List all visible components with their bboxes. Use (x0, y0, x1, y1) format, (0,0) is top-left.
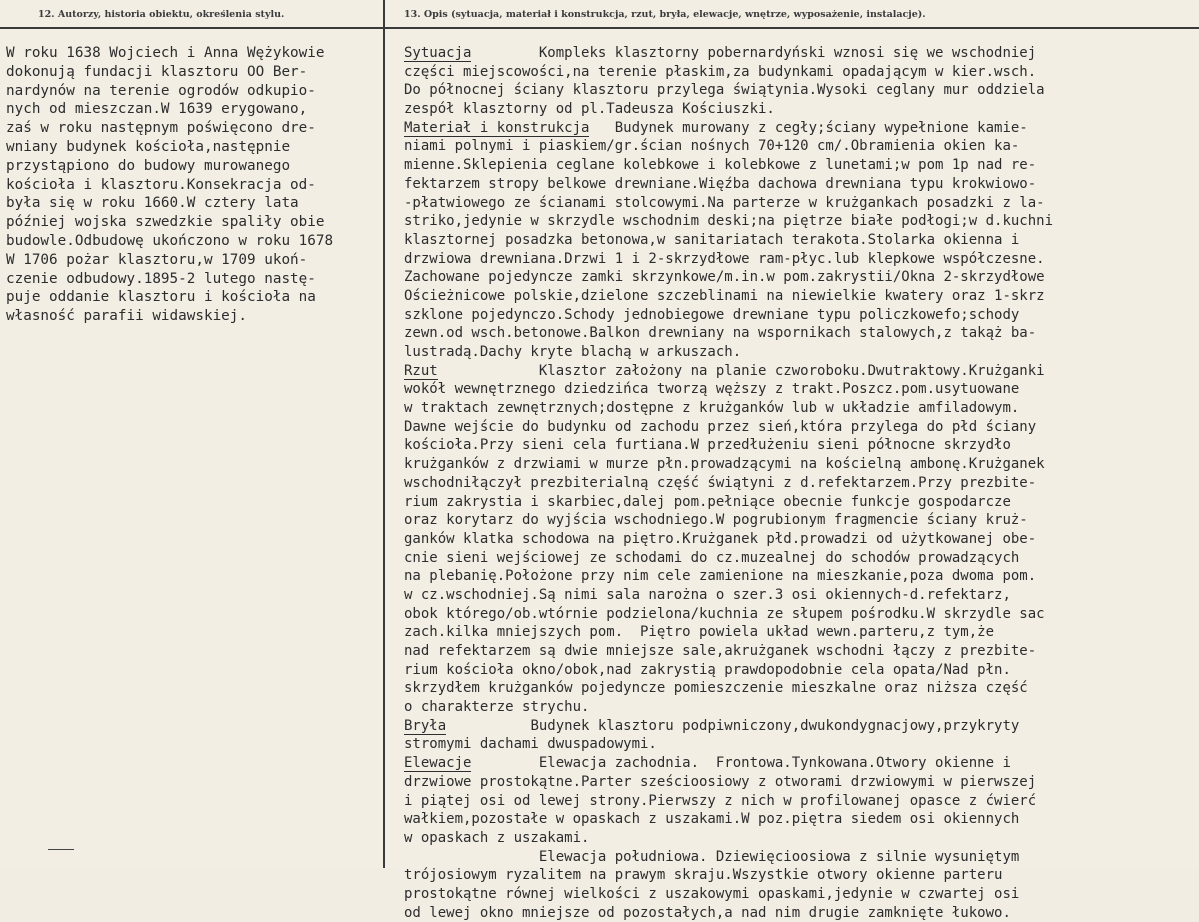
description-line (404, 44, 1199, 63)
description-line (404, 698, 1199, 717)
line-text: i piątej osi od lewej strony.Pierwszy z nich w profilowanej opasce z ćwierć (404, 792, 1037, 809)
description-line (404, 754, 1199, 773)
line-text: fektarzem stropy belkowe drewniane.Więźba dachowa drewniana typu krokwiowo- (404, 175, 1037, 192)
description-line (404, 418, 1199, 437)
line-text: -płatwiowego ze ścianami stolcowymi.Na parterze w krużgankach posadzki z la- (404, 194, 1045, 211)
line-text: krużganków z drzwiami w murze płn.prowadzącymi na kościelną ambonę.Krużganek (404, 456, 1045, 473)
line-text: Do północnej ściany klasztoru przylega świątynia.Wysoki ceglany mur oddziela (404, 82, 1045, 99)
history-text (6, 44, 383, 324)
line-text: cnie sieni wejściowej ze schodami do cz.muzealnej do schodów prowadzących (404, 549, 1020, 566)
description-line (404, 605, 1199, 624)
description-line (404, 156, 1199, 175)
line-text: rium zakrystia i skarbiec,dalej pom.pełniące obecnie funkcje gospodarcze (404, 493, 1011, 510)
line-text: wałkiem,pozostałe w opaskach z uszakami.W poz.piętra siedem osi okiennych (404, 811, 1020, 828)
description-line (404, 250, 1199, 269)
history-line: W roku 1638 Wojciech i Anna Wężykowie (6, 45, 325, 61)
history-line: czenie odbudowy.1895-2 lutego nastę- (6, 270, 316, 287)
header-rule (0, 27, 1199, 29)
bottom-mark (48, 849, 74, 850)
description-line (404, 679, 1199, 698)
line-text: Zachowane pojedyncze zamki skrzynkowe/m.in.w pom.zakrystii/Okna 2-skrzydłowe (404, 269, 1045, 286)
section-label: Rzut (404, 362, 438, 379)
description-line (404, 231, 1199, 250)
line-text: Klasztor założony na planie czworoboku.Dwutraktowy.Krużganki (437, 362, 1045, 379)
description-line (404, 306, 1199, 325)
description-line (404, 63, 1199, 82)
description-line (404, 119, 1199, 138)
description-line (404, 810, 1199, 829)
line-text: prostokątne równej wielkości z uszakowymi opaskami,jedynie w czwartej osi (404, 885, 1020, 902)
history-line: puje oddanie klasztoru i kościoła na (6, 289, 316, 306)
line-text: klasztornej posadzka betonowa,w sanitariatach terakota.Stolarka okienna i (404, 231, 1020, 248)
description-line (404, 399, 1199, 418)
description-line (404, 455, 1199, 474)
section-13-header: 13. Opis (sytuacja, materiał i konstrukcja, rzut, bryła, elewacje, wnętrze, wyposażenie, instalacje). (404, 9, 926, 20)
section-12-header: 12. Autorzy, historia obiektu, określenia stylu. (38, 9, 285, 20)
history-line: nych od mieszczan.W 1639 erygowano, (6, 101, 308, 118)
line-text: skrzydłem krużganków pojedyncze pomieszczenie mieszkalne oraz niższa część (404, 680, 1028, 697)
line-text: stromymi dachami dwuspadowymi. (404, 736, 657, 753)
line-text: szklone pojedynczo.Schody jednobiegowe drewniane typu policzkowefo;schody (404, 306, 1020, 323)
description-line (404, 866, 1199, 885)
line-text: trójosiowym ryzalitem na prawym skraju.Wszystkie otwory okienne parteru (404, 867, 1003, 884)
line-text: nad refektarzem są dwie mniejsze sale,akrużganek wschodni łączy z prezbite- (404, 643, 1037, 659)
description-line (404, 904, 1199, 922)
line-text: Kompleks klasztorny pobernardyński wznosi się we wschodniej (471, 45, 1037, 61)
line-text: wschodniłączył prezbiterialną część świątyni z d.refektarzem.Przy prezbite- (404, 474, 1037, 491)
history-line: W 1706 pożar klasztoru,w 1709 ukoń- (6, 251, 308, 268)
description-line (404, 212, 1199, 231)
history-line: wniany budynek kościoła,następnie (6, 138, 291, 155)
description-line (404, 194, 1199, 213)
description-line (404, 100, 1199, 119)
description-line (404, 717, 1199, 736)
section-label: Materiał i konstrukcja (404, 119, 590, 136)
line-text: niami polnymi i piaskiem/gr.ścian nośnych 70+120 cm/.Obramienia okien ka- (404, 138, 1020, 155)
history-line: zaś w roku następnym poświęcono dre- (6, 120, 316, 137)
description-line (404, 642, 1199, 661)
description-line (404, 380, 1199, 399)
description-line (404, 792, 1199, 811)
history-line: przystąpiono do budowy murowanego (6, 157, 291, 174)
line-text: mienne.Sklepienia ceglane kolebkowe i kolebkowe z lunetami;w pom 1p nad re- (404, 157, 1037, 174)
description-line (404, 81, 1199, 100)
line-text: części miejscowości,na terenie płaskim,za budynkami opadającym w kier.wsch. (404, 63, 1037, 80)
line-text: striko,jedynie w skrzydle wschodnim deski;na piętrze białe podłogi;w d.kuchni (404, 213, 1054, 230)
description-line (404, 362, 1199, 381)
description-line (404, 175, 1199, 194)
line-text: obok którego/ob.wtórnie podzielona/kuchnia ze słupem pośrodku.W skrzydle sac (404, 605, 1045, 622)
line-text: w traktach zewnętrznych;dostępne z krużganków lub w układzie amfiladowym. (404, 400, 1020, 417)
line-text: Budynek klasztoru podpiwniczony,dwukondygnacjowy,przykryty (446, 717, 1020, 734)
line-text: lustradą.Dachy kryte blachą w arkuszach. (404, 344, 742, 360)
description-line (404, 268, 1199, 287)
description-line (404, 735, 1199, 754)
description-line (404, 885, 1199, 904)
line-text: Ościeżnicowe polskie,dzielone szczeblinami na niewielkie kwatery oraz 1-skrz (404, 287, 1045, 304)
description-line (404, 623, 1199, 642)
line-text: Elewacja południowa. Dziewięcioosiowa z silnie wysuniętym (404, 848, 1020, 865)
description-line (404, 474, 1199, 493)
description-line (404, 661, 1199, 680)
description-line (404, 511, 1199, 530)
line-text: kościoła.Przy sieni cela furtiana.W przedłużeniu sieni północne skrzydło (404, 437, 1011, 454)
line-text: zach.kilka mniejszych pom. Piętro powiela układ wewn.parteru,z tym,że (404, 624, 995, 641)
history-line: nardynów na terenie ogrodów odkupio- (6, 82, 316, 99)
section-label: Bryła (404, 717, 447, 734)
description-line (404, 549, 1199, 568)
line-text: w opaskach z uszakami. (404, 829, 590, 846)
column-divider (383, 0, 385, 868)
line-text: od lewej okno mniejsze od pozostałych,a nad nim drugie zamknięte łukowo. (404, 904, 1011, 921)
line-text: zespół klasztorny od pl.Tadeusza Kościuszki. (404, 101, 775, 118)
description-text (404, 44, 1199, 921)
line-text: wokół wewnętrznego dziedzińca tworzą węższy z trakt.Poszcz.pom.usytuowane (404, 381, 1020, 398)
description-line (404, 773, 1199, 792)
description-line (404, 343, 1199, 362)
description-line (404, 324, 1199, 343)
line-text: drzwiowe prostokątne.Parter sześcioosiowy z otworami drzwiowymi w pierwszej (404, 773, 1037, 790)
description-line (404, 848, 1199, 867)
line-text: Elewacja zachodnia. Frontowa.Tynkowana.Otwory okienne i (471, 755, 1011, 772)
history-line: budowle.Odbudowę ukończono w roku 1678 (6, 232, 334, 249)
history-line: dokonują fundacji klasztoru OO Ber- (6, 63, 308, 80)
description-line (404, 567, 1199, 586)
description-line (404, 586, 1199, 605)
line-text: w cz.wschodniej.Są nimi sala narożna o szer.3 osi okiennych-d.refektarz, (404, 586, 1011, 603)
description-line (404, 829, 1199, 848)
description-line (404, 137, 1199, 156)
line-text: drzwiowa drewniana.Drzwi 1 i 2-skrzydłowe ram-płyc.lub klepkowe współczesne. (404, 250, 1045, 267)
line-text: zewn.od wsch.betonowe.Balkon drewniany na wspornikach stalowych,z takąż ba- (404, 325, 1037, 342)
line-text: ganków klatka schodowa na piętro.Krużganek płd.prowadzi od użytkowanej obe- (404, 530, 1037, 547)
section-label: Sytuacja (404, 45, 472, 61)
line-text: na plebanię.Położone przy nim cele zamienione na mieszkanie,poza dwoma pom. (404, 568, 1037, 585)
line-text: o charakterze strychu. (404, 699, 590, 716)
section-label: Elewacje (404, 755, 472, 772)
description-line (404, 287, 1199, 306)
line-text: Dawne wejście do budynku od zachodu przez sień,która przylega do płd ściany (404, 418, 1037, 435)
history-line: kościoła i klasztoru.Konsekracja od- (6, 176, 316, 193)
description-line (404, 530, 1199, 549)
description-line (404, 493, 1199, 512)
description-line (404, 436, 1199, 455)
line-text: Budynek murowany z cegły;ściany wypełnione kamie- (589, 119, 1028, 136)
line-text: rium kościoła okno/obok,nad zakrystią prawdopodobnie cela opata/Nad płn. (404, 661, 1011, 678)
line-text: oraz korytarz do wyjścia wschodniego.W pogrubionym fragmencie ściany kruż- (404, 512, 1028, 529)
history-line: była się w roku 1660.W cztery lata (6, 195, 299, 212)
history-line: własność parafii widawskiej. (6, 308, 248, 325)
history-line: później wojska szwedzkie spaliły obie (6, 214, 325, 231)
